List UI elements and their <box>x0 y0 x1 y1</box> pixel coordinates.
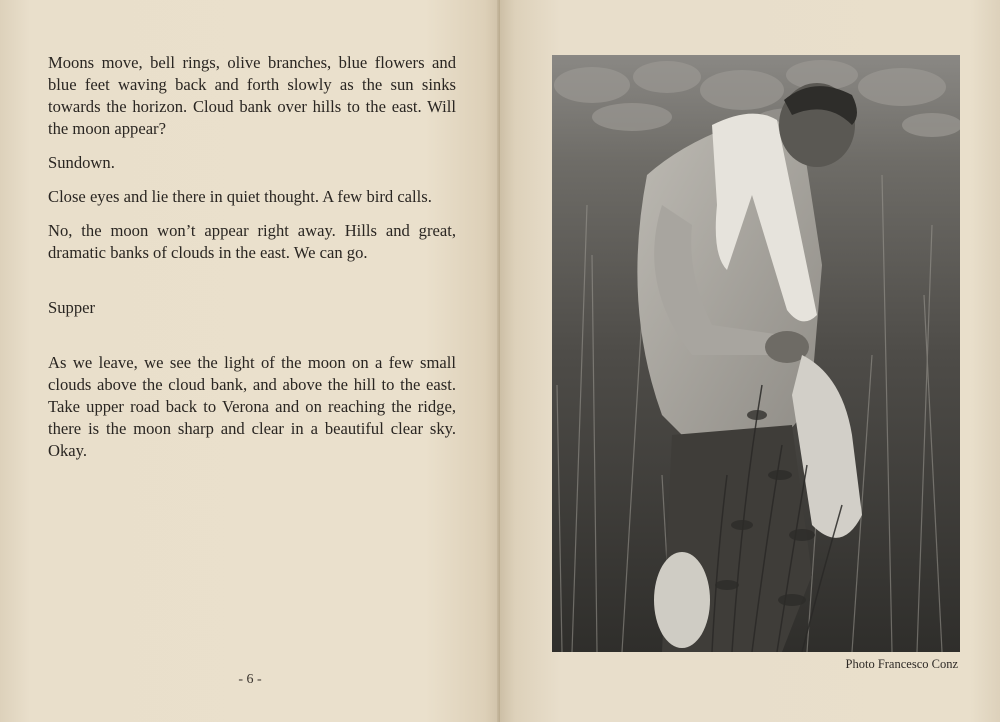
paragraph-supper: Supper <box>48 298 96 317</box>
journal-text <box>48 52 456 474</box>
paragraph-moons-move: Moons move, bell rings, olive branches, blue flowers and blue feet waving back and forth slowly as the sun sinks towards the horizon. Cloud bank over hills to the east. Will the moon appear? <box>48 53 456 138</box>
page-number: - 6 - <box>238 672 262 687</box>
photograph-illustration <box>552 55 960 652</box>
paragraph-close-eyes: Close eyes and lie there in quiet thought. A few bird calls. <box>48 187 432 206</box>
paragraph-moon-wont-appear: No, the moon won’t appear right away. Hills and great, dramatic banks of clouds in the east. We can go. <box>48 221 456 262</box>
paragraph-as-we-leave: As we leave, we see the light of the moon on a few small clouds above the cloud bank, and above the hill to the east. Take upper road back to Verona and on reaching the ridge, there is the moon sharp and clear in a beautiful clear sky. Okay. <box>48 353 456 460</box>
right-page <box>500 0 1000 722</box>
paragraph-sundown: Sundown. <box>48 153 115 172</box>
photograph-man-in-meadow <box>552 55 960 652</box>
photo-credit: Photo Francesco Conz <box>845 657 958 671</box>
